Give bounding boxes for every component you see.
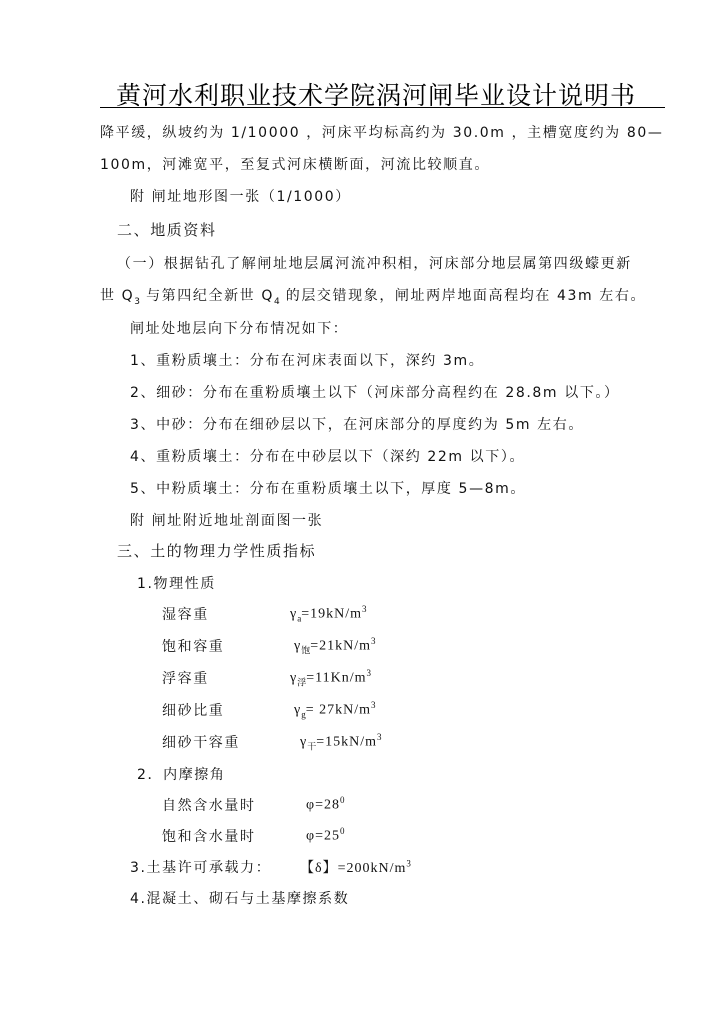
property-label: 细砂干容重 (162, 735, 240, 751)
property-value: $\gamma_a=19kN/m^3$ (290, 604, 367, 624)
page-title: 黄河水利职业技术学院涡河闸毕业设计说明书 (116, 81, 637, 110)
layer-item: 3、中砂：分布在细砂层以下，在河床部分的厚度约为 5m 左右。 (130, 417, 584, 433)
subscript-3: 3 (134, 296, 141, 307)
subsection-friction: 2．内摩擦角 (137, 767, 226, 783)
geology-para-line-2 (100, 285, 646, 307)
property-label: 浮容重 (162, 671, 209, 687)
friction-label: 饱和含水量时 (162, 829, 256, 845)
geology-text-a: 世 Q (100, 288, 135, 304)
subsection-friction-coefficient: 4.混凝土、砌石与土基摩擦系数 (130, 891, 350, 907)
intro-line-1: 降平缓，纵坡约为 1/10000 ，河床平均标高约为 30.0m ，主槽宽度约为 80— (100, 125, 664, 141)
property-label: 细砂比重 (162, 703, 225, 719)
layer-item: 4、重粉质壤土：分布在中砂层以下（深约 22m 以下）。 (130, 449, 526, 465)
geology-para-line-1: （一）根据钻孔了解闸址地层属河流冲积相，河床部分地层属第四级蠓更新 (117, 256, 632, 272)
property-label: 饱和容重 (162, 639, 225, 655)
friction-value: $\varphi=25^0$ (306, 826, 345, 844)
geology-text-b: 与第四纪全新世 Q (140, 288, 274, 304)
bearing-capacity-value: 【δ】$=200kN/m^3$ (300, 858, 411, 876)
property-label: 湿容重 (162, 607, 209, 623)
layer-item: 5、中粉质壤土：分布在重粉质壤土以下，厚度 5—8m。 (130, 481, 527, 497)
attachment-note-1: 附 闸址地形图一张（1/1000） (130, 189, 351, 205)
layer-item: 1、重粉质壤土：分布在河床表面以下，深约 3m。 (130, 353, 485, 369)
header-rule (100, 107, 665, 108)
geology-text-c: 的层交错现象，闸址两岸地面高程均在 43m 左右。 (279, 288, 647, 304)
bearing-capacity-label: 3.土基许可承载力： (130, 860, 272, 876)
intro-line-2: 100m，河滩宽平，至复式河床横断面，河流比较顺直。 (100, 157, 490, 173)
friction-value: $\varphi=28^0$ (306, 795, 345, 813)
section-heading-geology: 二、地质资料 (117, 221, 217, 239)
section-heading-soil: 三、土的物理力学性质指标 (117, 542, 317, 560)
property-value: $\gamma_浮=11Kn/m^3$ (290, 668, 371, 688)
property-value: $\gamma_g= 27kN/m^3$ (294, 700, 376, 720)
layer-item: 2、细砂：分布在重粉质壤土以下（河床部分高程约在 28.8m 以下。） (130, 385, 620, 401)
property-value: $\gamma_干=15kN/m^3$ (300, 732, 382, 752)
layers-intro: 闸址处地层向下分布情况如下： (130, 321, 349, 337)
property-value: $\gamma_饱=21kN/m^3$ (294, 636, 376, 656)
subscript-4: 4 (273, 296, 280, 307)
subsection-physical: 1.物理性质 (137, 576, 216, 592)
attachment-note-2: 附 闸址附近地址剖面图一张 (130, 513, 324, 529)
friction-label: 自然含水量时 (162, 798, 256, 814)
